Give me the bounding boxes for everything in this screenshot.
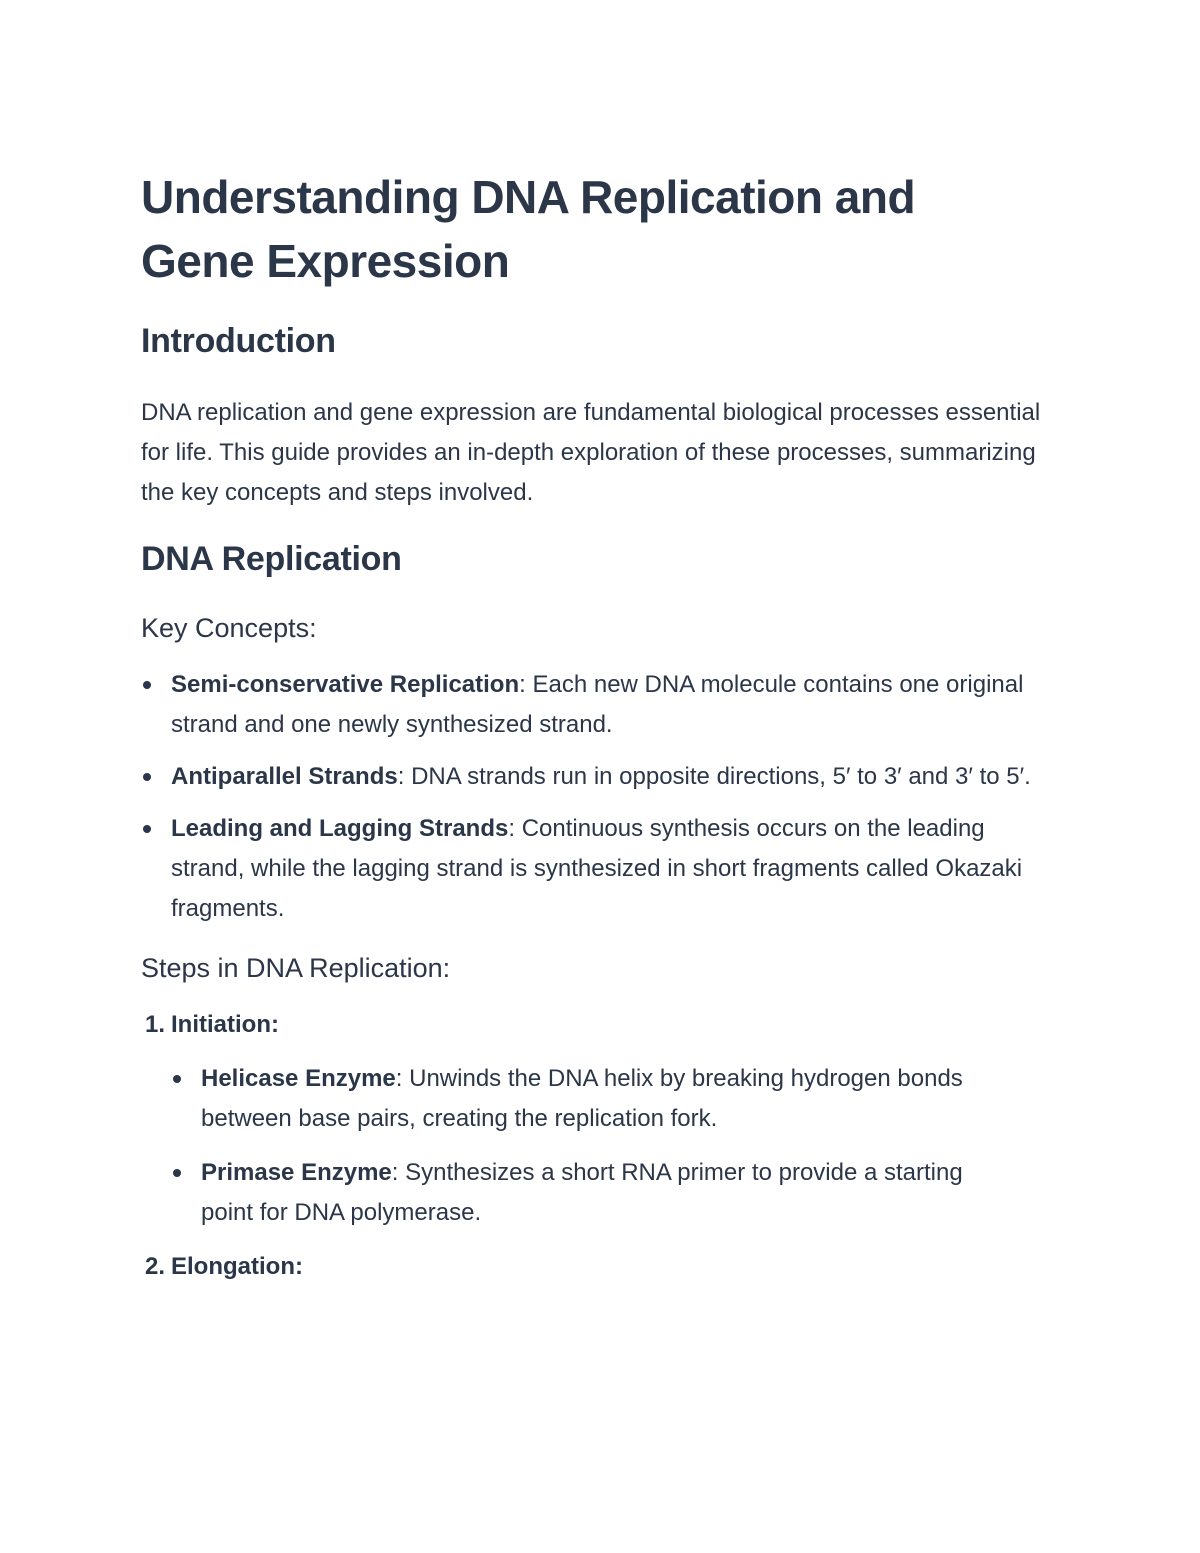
step-label: Initiation: [171,1011,279,1038]
description: Each new DNA molecule contains one original strand and one newly synthesized strand. [171,671,1024,738]
description: DNA strands run in opposite directions, 5′ to 3′ and 3′ to 5′. [404,763,1031,790]
list-item [141,809,1031,929]
term-separator: : [508,815,516,842]
description: Synthesizes a short RNA primer to provide a starting point for DNA polymerase. [201,1159,963,1226]
key-concepts-list [141,665,1071,929]
step-number: 1. [145,1011,166,1038]
step-item [141,1247,1071,1287]
list-item [171,1153,1001,1233]
step-number: 2. [145,1253,166,1280]
dna-replication-heading: DNA Replication [141,540,402,578]
list-item [171,1059,1001,1139]
step-sub-list [171,1059,1071,1233]
term: Helicase Enzyme [201,1065,396,1092]
step-item [141,1005,1071,1233]
term: Leading and Lagging Strands [171,815,509,842]
description: Continuous synthesis occurs on the leading strand, while the lagging strand is synthesized in short fragments called Okazaki fragments. [171,815,1023,922]
term-separator: : [391,1159,399,1186]
document-page [141,165,1071,1287]
list-item [141,665,1051,745]
introduction-heading: Introduction [141,322,336,360]
term-separator: : [519,671,526,698]
list-item [141,757,1031,797]
term-separator: : [397,763,405,790]
step-label: Elongation: [171,1253,303,1280]
steps-list [141,1005,1071,1287]
description: Unwinds the DNA helix by breaking hydrogen bonds between base pairs, creating the replication fork. [201,1065,963,1132]
key-concepts-heading: Key Concepts: [141,613,317,643]
introduction-paragraph: DNA replication and gene expression are fundamental biological processes essential for life. This guide provides an in-depth exploration of these processes, summarizing the key concepts and steps involved. [141,399,1041,506]
term: Antiparallel Strands [171,763,398,790]
page-title: Understanding DNA Replication and Gene Expression [141,171,916,287]
term: Primase Enzyme [201,1159,392,1186]
steps-heading: Steps in DNA Replication: [141,953,451,983]
term: Semi-conservative Replication [171,671,520,698]
term-separator: : [395,1065,403,1092]
